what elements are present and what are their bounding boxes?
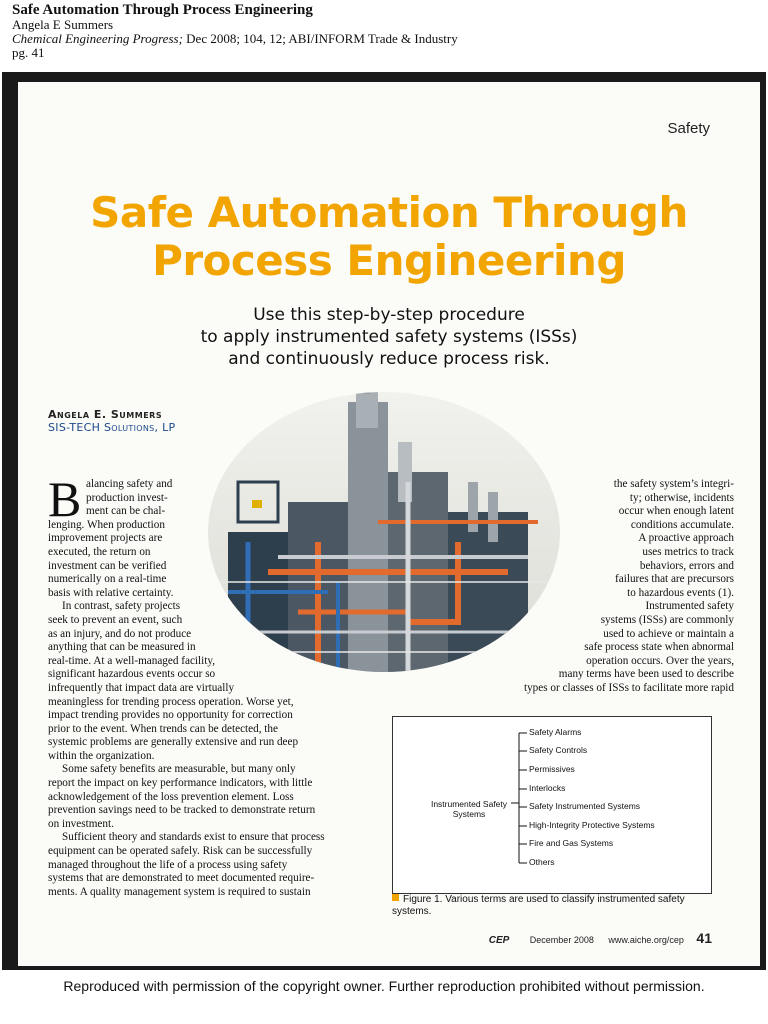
journal-url: www.aiche.org/cep <box>608 935 684 945</box>
text-line: Some safety benefits are measurable, but many only <box>62 763 296 776</box>
subhead-line: to apply instrumented safety systems (ISSs) <box>200 327 578 347</box>
text-line: anything that can be measured in <box>48 641 196 654</box>
text-line: Sufficient theory and standards exist to ensure that process <box>62 831 325 844</box>
text-line: to hazardous events (1). <box>627 586 734 599</box>
figure-item: Others <box>529 857 555 867</box>
text-line: safe process state when abnormal <box>584 641 734 654</box>
text-line: Instrumented safety <box>645 600 734 613</box>
copyright-notice: Reproduced with permission of the copyright owner. Further reproduction prohibited without permission. <box>63 978 705 994</box>
page-number: 41 <box>696 930 712 946</box>
citation-source <box>12 32 752 46</box>
issue-date: December 2008 <box>529 935 594 945</box>
text-line: significant hazardous events occur so <box>48 668 216 681</box>
figure-1-diagram <box>392 716 712 894</box>
text-line: prevention savings need to be tracked to demonstrate return <box>48 804 316 817</box>
caption-square-icon <box>392 894 399 901</box>
text-line: uses metrics to track <box>642 545 734 558</box>
text-line: within the organization. <box>48 749 155 762</box>
text-line: as an injury, and do not produce <box>48 627 192 640</box>
headline-line-1: Safe Automation Through <box>90 188 688 237</box>
figure-item: Fire and Gas Systems <box>529 838 614 848</box>
figure-item: High-Integrity Protective Systems <box>529 820 655 830</box>
text-line: conditions accumulate. <box>630 518 734 531</box>
figure-item: Permissives <box>529 764 575 774</box>
text-line: managed throughout the life of a process using safety <box>48 858 288 871</box>
text-line: executed, the return on <box>48 545 151 558</box>
magazine-page <box>18 82 760 966</box>
text-line: numerically on a real-time <box>48 573 167 586</box>
text-line: investment can be verified <box>48 559 167 572</box>
text-line: types or classes of ISSs to facilitate more rapid <box>523 681 734 694</box>
citation-page: pg. 41 <box>12 45 45 60</box>
figure-item: Interlocks <box>529 783 566 793</box>
text-line: systems (ISSs) are commonly <box>600 613 734 626</box>
journal-logo: CEP <box>488 935 510 946</box>
author-affiliation: SIS-TECH Solutions, LP <box>48 421 176 434</box>
text-line: seek to prevent an event, such <box>48 613 183 626</box>
text-line: systemic problems are generally extensive and run deep <box>48 736 299 749</box>
text-line: In contrast, safety projects <box>62 600 181 613</box>
section-tag: Safety <box>667 120 710 137</box>
text-line: alancing safety and <box>86 478 173 490</box>
text-line: real-time. At a well-managed facility, <box>48 654 216 667</box>
text-line: prior to the event. When trends can be detected, the <box>48 722 278 735</box>
text-line: the safety system’s integri- <box>613 478 734 490</box>
subheadline <box>18 304 760 370</box>
author-name: Angela E. Summers <box>48 408 163 421</box>
body-column-right <box>428 478 734 696</box>
citation-header <box>12 2 752 60</box>
citation-author: Angela E Summers <box>12 17 114 32</box>
text-line: ments. A quality management system is required to sustain <box>48 885 311 898</box>
text-line: report the impact on key performance indicators, with little <box>48 777 313 790</box>
figure-item: Safety Controls <box>529 745 588 755</box>
text-line: operation occurs. Over the years, <box>586 654 734 667</box>
page-footer <box>489 930 712 946</box>
text-line: acknowledgement of the loss prevention element. Loss <box>48 790 294 803</box>
text-line: ty; otherwise, incidents <box>629 491 734 504</box>
text-line: meaningless for trending process operation. Worse yet, <box>48 695 294 708</box>
text-line: occur when enough latent <box>618 505 734 518</box>
citation-details: Dec 2008; 104, 12; ABI/INFORM Trade & Industry <box>182 31 458 46</box>
text-line: A proactive approach <box>638 532 734 545</box>
text-line: ment can be chal- <box>86 505 166 518</box>
text-line: failures that are precursors <box>615 573 734 586</box>
text-line: many terms have been used to describe <box>558 668 734 681</box>
citation-journal: Chemical Engineering Progress; <box>12 31 183 46</box>
text-line: basis with relative certainty. <box>48 586 174 599</box>
text-line: infrequently that impact data are virtually <box>48 681 235 694</box>
headline-line-2: Process Engineering <box>152 236 626 285</box>
subhead-line: and continuously reduce process risk. <box>228 349 550 369</box>
text-line: systems that are demonstrated to meet documented require- <box>48 872 315 885</box>
figure-item: Safety Instrumented Systems <box>529 801 641 811</box>
dropcap: B <box>48 471 82 527</box>
text-line: on investment. <box>48 817 114 830</box>
text-line: behaviors, errors and <box>639 559 734 572</box>
figure-root-node: Instrumented Safety Systems <box>430 799 508 819</box>
figure-caption <box>392 894 712 918</box>
byline <box>48 408 175 434</box>
text-line: equipment can be operated safely. Risk can be successfully <box>48 845 313 858</box>
body-column-left <box>48 478 368 899</box>
text-line: impact trending provides no opportunity for correction <box>48 709 293 722</box>
text-line: improvement projects are <box>48 532 163 545</box>
scanned-page-frame <box>2 72 766 970</box>
text-line: production invest- <box>86 491 168 504</box>
text-line: lenging. When production <box>48 518 165 531</box>
citation-title: Safe Automation Through Process Engineering <box>12 2 313 18</box>
subhead-line: Use this step-by-step procedure <box>253 305 525 325</box>
text-line: used to achieve or maintain a <box>603 627 734 640</box>
figure-item: Safety Alarms <box>529 727 582 737</box>
caption-text: Figure 1. Various terms are used to classify instrumented safety systems. <box>392 894 685 917</box>
